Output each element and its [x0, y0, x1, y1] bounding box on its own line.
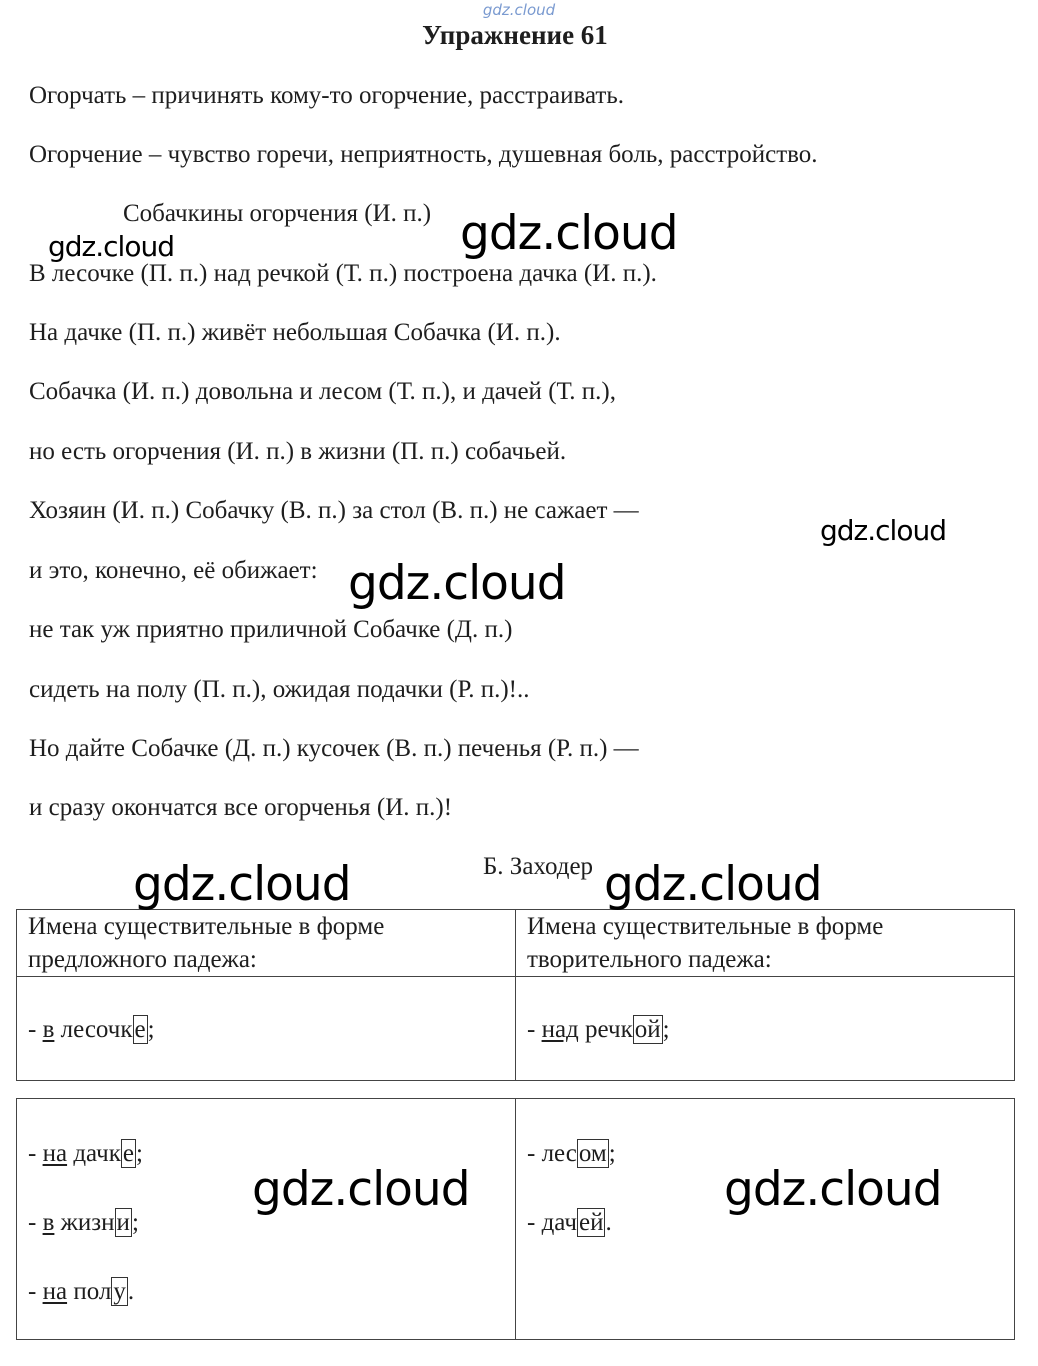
- item-preposition: на: [42, 1278, 68, 1305]
- item-stem: речк: [578, 1016, 633, 1043]
- watermark-top: gdz.cloud: [482, 1, 556, 19]
- poem-line: и это, конечно, её обижает:: [29, 557, 318, 584]
- watermark: gdz.cloud: [348, 556, 566, 611]
- item-ending: е: [122, 1140, 134, 1167]
- cell-prepositional: [17, 1099, 516, 1340]
- poem-line: Хозяин (И. п.) Собачку (В. п.) за стол (В. п.) не сажает —: [29, 497, 639, 524]
- watermark: gdz.cloud: [820, 514, 946, 547]
- watermark: gdz.cloud: [460, 206, 678, 261]
- list-item: [28, 995, 515, 1064]
- item-ending: е: [134, 1016, 146, 1043]
- poem-line: В лесочке (П. п.) над речкой (Т. п.) построена дачка (И. п.).: [29, 260, 657, 287]
- item-stem: лес: [541, 1140, 577, 1167]
- item-dash: -: [28, 1140, 43, 1167]
- watermark: gdz.cloud: [604, 857, 822, 912]
- poem-title: Собачкины огорчения (И. п.): [123, 200, 432, 227]
- item-dash: -: [527, 1209, 542, 1236]
- item-ending: у: [113, 1278, 126, 1305]
- item-ending: ой: [634, 1016, 661, 1043]
- header-instrumental: Имена существительные в форме творительного падежа:: [516, 910, 1015, 977]
- watermark: gdz.cloud: [252, 1162, 470, 1217]
- item-punct: .: [127, 1278, 135, 1305]
- watermark: gdz.cloud: [724, 1162, 942, 1217]
- header-prepositional: Имена существительные в форме предложного падежа:: [17, 910, 516, 977]
- item-punct: .: [605, 1209, 612, 1236]
- definition-line: Огорчение – чувство горечи, неприятность, душевная боль, расстройство.: [29, 141, 818, 168]
- item-ending: ом: [578, 1140, 607, 1167]
- item-punct: ;: [147, 1016, 155, 1043]
- item-punct: ;: [135, 1140, 143, 1167]
- cell-instrumental: [516, 977, 1015, 1081]
- item-stem: дачк: [67, 1140, 121, 1167]
- item-dash: -: [527, 1016, 542, 1043]
- cases-table-header: [16, 909, 1015, 1081]
- list-item: [28, 1257, 515, 1326]
- item-stem: лесочк: [54, 1016, 133, 1043]
- poem-line: и сразу окончатся все огорченья (И. п.)!: [29, 794, 453, 821]
- definition-line: Огорчать – причинять кому-то огорчение, расстраивать.: [29, 82, 624, 109]
- item-ending: и: [116, 1209, 130, 1236]
- poem-line: Но дайте Собачке (Д. п.) кусочек (В. п.) печенья (Р. п.) —: [29, 735, 639, 762]
- poem-line: На дачке (П. п.) живёт небольшая Собачка (И. п.).: [29, 319, 561, 346]
- poem-line: но есть огорчения (И. п.) в жизни (П. п.) собачьей.: [29, 438, 567, 465]
- item-punct: ;: [608, 1140, 616, 1167]
- exercise-title: Упражнение 61: [422, 20, 608, 50]
- poem-line: сидеть на полу (П. п.), ожидая подачки (Р. п.)!..: [29, 676, 530, 703]
- item-preposition: на: [42, 1140, 68, 1167]
- list-item: [527, 995, 1014, 1064]
- item-preposition: в: [42, 1209, 55, 1236]
- watermark: gdz.cloud: [133, 857, 351, 912]
- item-stem: пол: [67, 1278, 112, 1305]
- item-stem: дач: [541, 1209, 577, 1236]
- item-dash: -: [527, 1140, 542, 1167]
- item-ending: ей: [578, 1209, 604, 1236]
- poem-line: Собачка (И. п.) довольна и лесом (Т. п.), и дачей (Т. п.),: [29, 378, 616, 405]
- item-dash: -: [28, 1016, 43, 1043]
- item-punct: ;: [131, 1209, 139, 1236]
- item-stem: жизн: [54, 1209, 115, 1236]
- watermark: gdz.cloud: [48, 230, 174, 263]
- poem-line: не так уж приятно приличной Собачке (Д. п.): [29, 616, 513, 643]
- item-dash: -: [28, 1278, 43, 1305]
- cell-prepositional: [17, 977, 516, 1081]
- cases-table-body: [16, 1098, 1015, 1340]
- cell-instrumental: [516, 1099, 1015, 1340]
- item-preposition: в: [42, 1016, 55, 1043]
- item-dash: -: [28, 1209, 43, 1236]
- item-punct: ;: [662, 1016, 670, 1043]
- poem-author: Б. Заходер: [482, 853, 594, 880]
- item-preposition: над: [541, 1016, 579, 1043]
